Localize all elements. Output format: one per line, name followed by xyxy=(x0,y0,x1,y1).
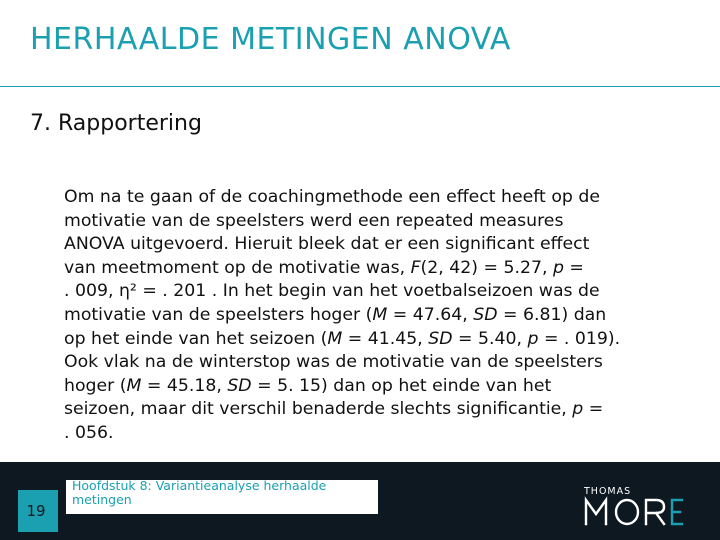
body-paragraph xyxy=(64,186,694,446)
thomas-more-logo xyxy=(582,492,692,528)
body-line-5: . 009, η² = . 201 . In het begin van het voetbalseizoen was de xyxy=(64,281,600,302)
slide-title: HERHAALDE METINGEN ANOVA xyxy=(30,22,511,57)
body-line-9: hoger (M = 45.18, SD = 5. 15) dan op het einde van het xyxy=(64,375,552,396)
body-line-6: motivatie van de speelsters hoger (M = 47.64, SD = 6.81) dan xyxy=(64,304,607,325)
body-line-8: Ook vlak na de winterstop was de motivatie van de speelsters xyxy=(64,352,603,373)
body-line-2: motivatie van de speelsters werd een repeated measures xyxy=(64,210,564,231)
body-line-4: van meetmoment op de motivatie was, F(2, 42) = 5.27, p = xyxy=(64,257,584,278)
body-line-7: op het einde van het seizoen (M = 41.45, SD = 5.40, p = . 019). xyxy=(64,328,621,349)
title-divider xyxy=(0,86,720,87)
footer-caption: Hoofdstuk 8: Variantieanalyse herhaalde metingen xyxy=(72,478,327,507)
body-line-11: . 056. xyxy=(64,422,114,443)
body-line-10: seizoen, maar dit verschil benaderde slechts significantie, p = xyxy=(64,399,604,420)
section-heading: 7. Rapportering xyxy=(30,111,202,136)
page-number: 19 xyxy=(26,502,46,520)
body-line-3: ANOVA uitgevoerd. Hieruit bleek dat er een significant effect xyxy=(64,234,590,255)
logo-thomas-text: THOMAS xyxy=(584,486,632,497)
body-line-1: Om na te gaan of de coachingmethode een effect heeft op de xyxy=(64,187,600,207)
